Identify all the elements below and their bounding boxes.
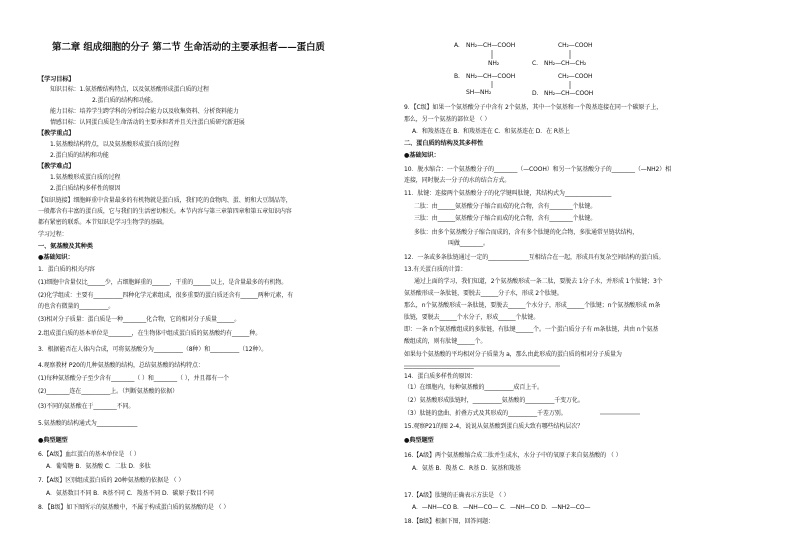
right-line: （1）在细胞内，每种氨基酸的__________成百上千。 — [404, 384, 543, 391]
right-line: A．氨基 B．羧基 C．R基 D．氨基和羧基 — [412, 465, 521, 472]
right-line: 氨基酸形成一条肽链，要脱去______分子水，形成 2个肽键。 — [404, 290, 563, 297]
right-line: 如果每个氨基酸的平均相对分子质量为 a，那么由此形成的蛋白质的相对分子质量为 — [404, 351, 622, 358]
right-line: 16.【A级】两个氨基酸缩合成二肽并生成水，水分子中的氧原子来自氨基酸的 （ ） — [404, 452, 622, 459]
right-line: （3）肽链的盘曲、折叠方式及其形成的__________千差万别。 — [404, 410, 567, 417]
right-line: 三肽：由______氨基酸分子缩合而成的化合物，含有________个肽键。 — [414, 215, 597, 222]
right-line: 11．肽键：连接两个氨基酸分子的化学键叫肽键，其结构式为________________ — [404, 190, 612, 197]
structure-a-substituent: NH₂ — [488, 60, 500, 67]
structure-d-top: CH₂—COOH — [558, 73, 593, 80]
right-line: 17.【A级】肽键的正确表示方法是 （ ） — [404, 492, 510, 499]
left-line: 【知识链接】细胞鲜重中含量最多的有机物就是蛋白质，我们吃的食物肉、蛋、奶和大豆制品等， — [38, 197, 292, 204]
left-line: 2.蛋白质结构多样性的原因 — [50, 185, 121, 192]
right-line: 13.有关蛋白质的计算： — [404, 266, 467, 273]
left-line: 【学习目标】 — [38, 76, 75, 83]
left-line: 2.蛋白质的结构和功能。 — [92, 97, 157, 104]
right-line: （2）氨基酸形成肽链时，__________氨基酸的__________千变万化。 — [404, 397, 584, 404]
structure-d-label: D. — [532, 90, 539, 97]
left-line: 1.氨基酸形成蛋白质的过程 — [50, 174, 121, 181]
left-line: 【教学难点】 — [38, 163, 75, 170]
structure-c-top: CH₂—COOH — [558, 42, 593, 49]
right-line: 12．一条或多条肽链通过一定的______________互相结合在一起，形成具有复杂空间结构的蛋白质。 — [404, 254, 665, 261]
right-line: 18.【B级】根据下图，回答问题： — [404, 518, 494, 525]
left-line: 一、氨基酸及其种类 — [38, 243, 93, 250]
structure-a-label: A. — [454, 42, 460, 49]
structure-bonds — [404, 0, 776, 120]
left-line: 学习过程： — [38, 231, 68, 238]
right-line: 那么，n个氨基酸形成一条肽链，要脱去______个水分子，形成______个肽键；n个氨基酸形成 m条 — [404, 302, 661, 309]
right-line: 15.观察P21的图 2-4，说说从氨基酸到蛋白质大致有哪些结构层次？ — [404, 423, 584, 430]
left-line: 1.氨基酸结构特点，以及氨基酸形成蛋白质的过程 — [50, 141, 180, 148]
left-line: ●基础知识： — [38, 254, 74, 261]
left-line: (2)________连在__________上。（判断氨基酸的依据） — [38, 388, 178, 395]
right-line: 通过上面的学习，我们知道，2个氨基酸形成一条二肽，要脱去 1分子水，并形成 1个肽键；3个 — [414, 278, 663, 285]
left-line: (3)不同的氨基酸在于________不同。 — [38, 403, 135, 410]
left-line: 2.组成蛋白质的基本单位是________，在生物体中组成蛋白质的氨基酸约有______种。 — [38, 330, 262, 337]
right-line: 连接，同时脱去一分子的水的结合方式。 — [404, 177, 511, 184]
right-line: ●基础知识： — [404, 152, 440, 159]
left-line: 的也含有微量的__________。 — [38, 303, 115, 310]
right-line: 二、蛋白质的结构及其多样性 — [404, 140, 484, 147]
left-line: 1．蛋白质的相关内容 — [38, 266, 95, 273]
page-title: 第二章 组成细胞的分子 第二节 生命活动的主要承担者——蛋白质 — [52, 42, 325, 53]
right-line: 那么，另一个氨基的部位是 （ ） — [404, 116, 491, 123]
left-line: (2)化学组成：主要有__________四种化学元素组成，很多重要的蛋白质还含有______两种元素，有 — [38, 292, 294, 299]
left-line: 能力目标：培养学生跨学科的分析综合能力以及收集资料、分析资料能力 — [50, 108, 239, 115]
left-line: 2.蛋白质的结构和功能 — [50, 152, 109, 159]
right-line: 酸组成的，则有肽键______个。 — [404, 338, 487, 345]
structure-b-substituent: SH—NH₂ — [466, 89, 492, 96]
left-line: 3．根据能否在人体内合成，可将氨基酸分为__________（8种）和__________（12种）。 — [38, 346, 268, 353]
left-line: 情感目标：认同蛋白质是生命活动的主要承担者并且关注蛋白质研究新进展 — [50, 119, 245, 126]
left-line: A．氨基数目不同 B．R基不同 C．羧基不同 D．碳原子数目不同 — [46, 490, 214, 497]
right-line: 9．【C级】如果一个氨基酸分子中含有 2个氨基，其中一个氨基和一个羧基连接在同一个碳原子上， — [404, 104, 663, 111]
right-line: 14．蛋白质多样性的原因： — [404, 373, 477, 380]
structure-d-formula: NH₂—CH—COOH — [544, 90, 594, 97]
left-line: 6.【A级】血红蛋白的基本单位是 （ ） — [38, 451, 140, 458]
left-line: (1)细胞中含量仅比______少，占细胞鲜重的______，干重的______以上，是含量最多的有机物。 — [38, 279, 288, 286]
left-line: 4.观察教材 P20的几种氨基酸的结构，总结氨基酸的结构特点： — [38, 362, 204, 369]
left-line: (3)相对分子质量：蛋白质是一种________化合物，它的相对分子质量______。 — [38, 316, 241, 323]
right-line: ________________________ — [404, 362, 474, 369]
structure-c-formula: NH₂—CH—CH₂ — [544, 60, 587, 67]
left-line: ●典型题型 — [38, 437, 68, 444]
left-line: 7.【A级】区别组成蛋白质的 20种氨基酸的依据是 （ ） — [38, 477, 185, 484]
right-line: ●典型题型 — [404, 437, 434, 444]
left-line: (1)每种氨基酸分子至少含有________（ ）和________（ ），并且都有一个 — [38, 375, 229, 382]
left-line: 都有紧密的联系。本节知识是学习生物学的基础。 — [38, 219, 168, 226]
left-line: A．葡萄糖 B．氨基酸 C．二肽 D．多肽 — [46, 463, 151, 470]
right-line: 10．脱水缩合：一个氨基酸分子的________（—COOH）和另一个氨基酸分子的________（—NH2）相 — [404, 166, 672, 173]
left-line: 5.氨基酸的结构通式为______________ — [38, 420, 138, 427]
structure-c-label: C. — [532, 60, 538, 67]
left-line: 知识目标：1.氨基酸结构特点，以及氨基酸形成蛋白质的过程 — [50, 86, 209, 93]
left-line: 一般都含有丰富的蛋白质，它与我们的生活密切相关。本节内容与第三章第四章和第五章知识内容 — [38, 208, 292, 215]
right-line: A．—NH—CO B．—NH—CO— C．—NH—CO D．—NH2—CO— — [412, 504, 591, 511]
right-line: 多肽：由多个氨基酸分子缩合而成的，含有多个肽键的化合物，多肽通常呈链状结构， — [414, 229, 639, 236]
right-line: 叫做________。 — [448, 240, 489, 247]
left-line: 8．【B级】如下图所示的氨基酸中，不属于构成蛋白质的氨基酸的是 （ ） — [38, 504, 230, 511]
right-line: 二肽：由______氨基酸分子缩合而成的化合物，含有________个肽键。 — [414, 203, 597, 210]
structure-a-formula: NH₂—CH—COOH — [466, 42, 516, 49]
structure-b-label: B. — [454, 73, 460, 80]
left-line: 【教学重点】 — [38, 130, 75, 137]
right-line: A．和羧基连在 B．和羧基连在 C．和氨基连在 D．在 R基上 — [412, 128, 570, 135]
right-line: 肽链，要脱去______个水分子，形成______个肽键。 — [404, 314, 540, 321]
structure-b-formula: NH₂—CH—COOH — [466, 73, 516, 80]
right-line: 即：一条 n个氨基酸组成的多肽链，有肽键______个。一个蛋白质分子有 m条肽链，共由 n个氨基 — [404, 326, 659, 333]
